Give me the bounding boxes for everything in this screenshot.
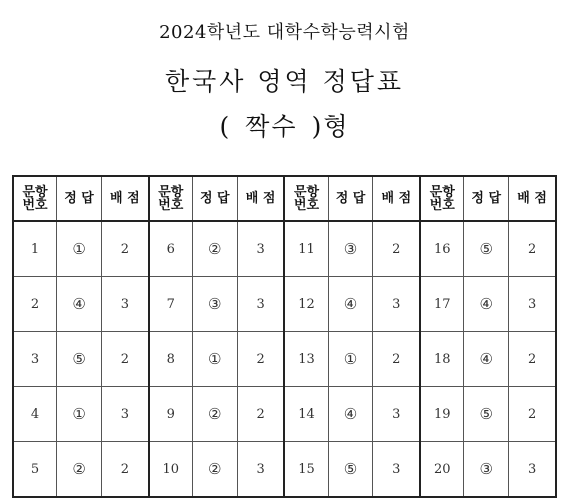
answer-choice: ②: [192, 221, 237, 277]
question-number: 2: [13, 277, 57, 332]
question-number: 7: [149, 277, 193, 332]
answer-choice: ②: [192, 387, 237, 442]
points-value: 2: [101, 221, 148, 277]
question-number: 4: [13, 387, 57, 442]
question-number: 8: [149, 332, 193, 387]
question-number: 17: [420, 277, 464, 332]
question-number: 3: [13, 332, 57, 387]
question-number: 20: [420, 442, 464, 498]
answer-choice: ⑤: [328, 442, 373, 498]
question-number: 18: [420, 332, 464, 387]
form-type-open: (: [219, 112, 232, 141]
header-points: 배 점: [237, 176, 284, 221]
header-question-number: 문항 번호: [420, 176, 464, 221]
table-row: [13, 277, 556, 332]
table-row: [13, 332, 556, 387]
header-answer: 정 답: [192, 176, 237, 221]
question-number: 5: [13, 442, 57, 498]
points-value: 3: [373, 442, 420, 498]
question-number: 16: [420, 221, 464, 277]
answer-choice: ⑤: [464, 387, 509, 442]
header-answer: 정 답: [328, 176, 373, 221]
answer-choice: ①: [57, 387, 102, 442]
header-answer: 정 답: [57, 176, 102, 221]
question-number: 1: [13, 221, 57, 277]
question-number: 19: [420, 387, 464, 442]
points-value: 3: [373, 277, 420, 332]
header-question-number: 문항 번호: [13, 176, 57, 221]
points-value: 2: [237, 332, 284, 387]
points-value: 3: [237, 442, 284, 498]
header-answer: 정 답: [464, 176, 509, 221]
table-header-row: [13, 176, 556, 221]
answer-choice: ②: [192, 442, 237, 498]
subject-title: 한국사 영역 정답표: [164, 67, 405, 96]
header-points: 배 점: [509, 176, 556, 221]
answer-choice: ④: [328, 387, 373, 442]
table-row: [13, 387, 556, 442]
points-value: 3: [237, 221, 284, 277]
answer-choice: ③: [464, 442, 509, 498]
answer-choice: ④: [464, 277, 509, 332]
exam-title: 2024학년도 대학수학능력시험: [159, 22, 410, 43]
points-value: 3: [509, 442, 556, 498]
question-number: 9: [149, 387, 193, 442]
question-number: 14: [284, 387, 328, 442]
points-value: 3: [373, 387, 420, 442]
points-value: 2: [101, 442, 148, 498]
question-number: 10: [149, 442, 193, 498]
answer-choice: ⑤: [464, 221, 509, 277]
answer-choice: ④: [328, 277, 373, 332]
answer-choice: ⑤: [57, 332, 102, 387]
points-value: 2: [509, 387, 556, 442]
answer-key-table: [12, 175, 557, 498]
answer-choice: ④: [57, 277, 102, 332]
form-type-close: )형: [311, 112, 350, 141]
points-value: 3: [509, 277, 556, 332]
points-value: 2: [237, 387, 284, 442]
question-number: 11: [284, 221, 328, 277]
points-value: 2: [101, 332, 148, 387]
table-row: [13, 221, 556, 277]
answer-choice: ①: [192, 332, 237, 387]
points-value: 2: [373, 332, 420, 387]
form-type-line: [0, 107, 569, 143]
points-value: 2: [373, 221, 420, 277]
answer-choice: ③: [328, 221, 373, 277]
answer-choice: ③: [192, 277, 237, 332]
answer-choice: ①: [57, 221, 102, 277]
header-question-number: 문항 번호: [149, 176, 193, 221]
answer-choice: ①: [328, 332, 373, 387]
points-value: 3: [101, 277, 148, 332]
question-number: 6: [149, 221, 193, 277]
header-points: 배 점: [101, 176, 148, 221]
answer-choice: ②: [57, 442, 102, 498]
points-value: 2: [509, 332, 556, 387]
question-number: 13: [284, 332, 328, 387]
question-number: 12: [284, 277, 328, 332]
table-row: [13, 442, 556, 498]
question-number: 15: [284, 442, 328, 498]
header-question-number: 문항 번호: [284, 176, 328, 221]
points-value: 3: [101, 387, 148, 442]
points-value: 2: [509, 221, 556, 277]
header-points: 배 점: [373, 176, 420, 221]
points-value: 3: [237, 277, 284, 332]
form-type-value: 짝수: [245, 112, 298, 141]
answer-choice: ④: [464, 332, 509, 387]
